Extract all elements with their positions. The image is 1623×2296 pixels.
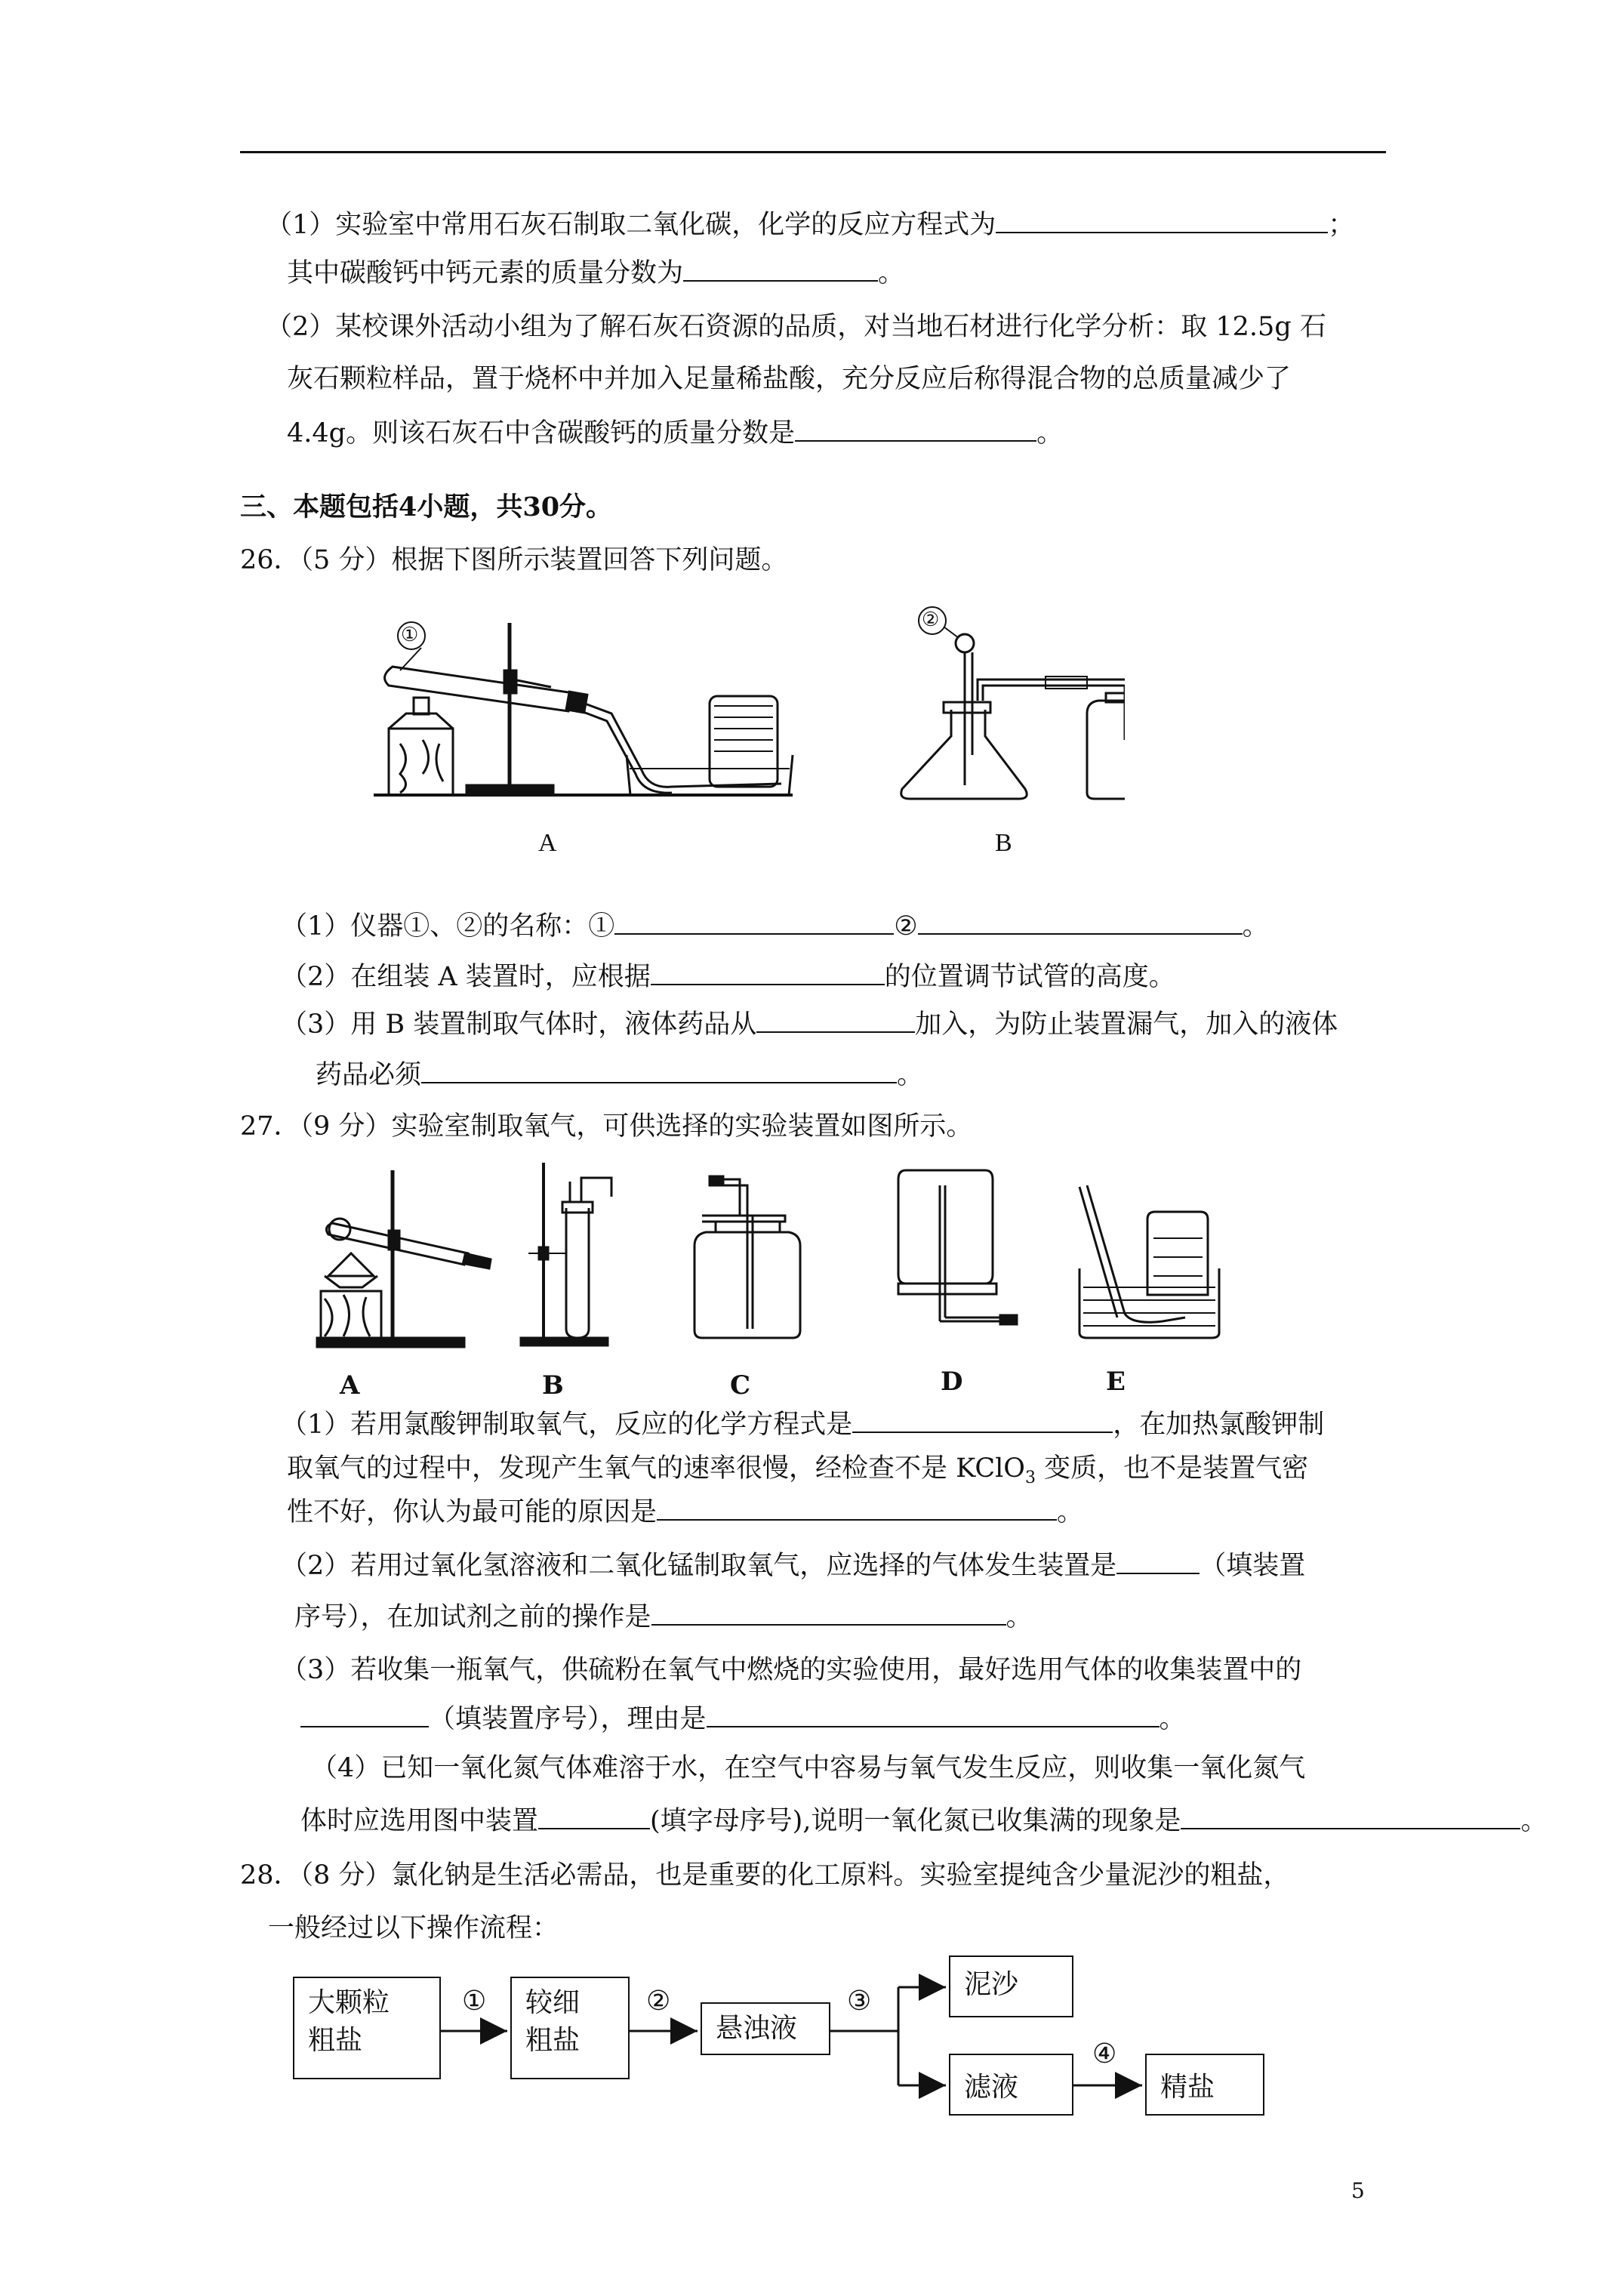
- figure-label-a: A: [538, 829, 557, 857]
- q27-part4-line1: （4）已知一氧化氮气体难溶于水，在空气中容易与氧气发生反应，则收集一氧化氮气: [311, 1753, 1306, 1783]
- q27-part2-line2: 序号），在加试剂之前的操作是 。: [294, 1602, 1033, 1632]
- marker-1: ①: [401, 624, 419, 646]
- q25-part2-line1: （2）某校课外活动小组为了解石灰石资源的品质，对当地石材进行化学分析：取 12.5g 石: [266, 312, 1326, 342]
- q27-part1-line1: （1）若用氯酸钾制取氧气，反应的化学方程式是 ，在加热氯酸钾制: [281, 1410, 1325, 1440]
- flow-box-filtrate: 滤液: [949, 2054, 1073, 2116]
- q28-stem-line2: 一般经过以下操作流程：: [268, 1913, 559, 1943]
- q26-part1: （1）仪器①、②的名称：① ② 。: [281, 911, 1269, 942]
- q26-part2: （2）在组装 A 装置时，应根据 的位置调节试管的高度。: [281, 962, 1175, 992]
- flow-step-4: ④: [1092, 2039, 1117, 2069]
- figure-label-a: A: [340, 1370, 360, 1401]
- q27-part3-line1: （3）若收集一瓶氧气，供硫粉在氧气中燃烧的实验使用，最好选用气体的收集装置中的: [281, 1655, 1302, 1685]
- q27-stem: 27．（9 分）实验室制取氧气，可供选择的实验装置如图所示。: [240, 1111, 973, 1142]
- page-number: 5: [1351, 2178, 1365, 2203]
- q25-part2-line2: 灰石颗粒样品，置于烧杯中并加入足量稀盐酸，充分反应后称得混合物的总质量减少了: [287, 364, 1292, 394]
- flow-step-3: ③: [847, 1986, 872, 2017]
- flow-box-coarse-salt: 大颗粒 粗盐: [293, 1977, 441, 2079]
- q25-part2-line3: 4.4g。则该石灰石中含碳酸钙的质量分数是 。: [287, 418, 1064, 448]
- q26-stem: 26．（5 分）根据下图所示装置回答下列问题。: [240, 545, 788, 575]
- q27-part2-line1: （2）若用过氧化氢溶液和二氧化锰制取氧气，应选择的气体发生装置是 （填装置: [281, 1551, 1306, 1581]
- flow-box-suspension: 悬浊液: [701, 2002, 830, 2055]
- q27-part1-line2: 取氧气的过程中，发现产生氧气的速率很慢，经检查不是 KClO$_3$ 变质，也不是装置气密: [287, 1453, 1309, 1487]
- flow-box-refined-salt: 精盐: [1145, 2054, 1264, 2116]
- q27-part4-line2: 体时应选用图中装置 (填字母序号),说明一氧化氮已收集满的现象是 。: [300, 1806, 1548, 1836]
- figure-label-c: C: [730, 1370, 751, 1401]
- q26-part3-line1: （3）用 B 装置制取气体时，液体药品从 加入，为防止装置漏气，加入的液体: [281, 1009, 1338, 1040]
- flow-step-2: ②: [646, 1986, 671, 2017]
- q25-part1-line1: （1）实验室中常用石灰石制取二氧化碳，化学的反应方程式为 ；: [266, 210, 1355, 240]
- flow-step-1: ①: [462, 1986, 487, 2017]
- marker-2: ②: [922, 609, 940, 631]
- q26-part3-line2: 药品必须 。: [316, 1060, 924, 1090]
- q28-stem-line1: 28．（8 分）氯化钠是生活必需品，也是重要的化工原料。实验室提纯含少量泥沙的粗盐，: [240, 1860, 1290, 1891]
- q25-part1-line2: 其中碳酸钙中钙元素的质量分数为 。: [287, 258, 905, 288]
- figure-label-e: E: [1106, 1367, 1126, 1397]
- figure-label-d: D: [941, 1367, 963, 1397]
- q27-part1-line3: 性不好，你认为最可能的原因是 。: [287, 1497, 1084, 1527]
- q27-part3-line2: （填装置序号），理由是 。: [300, 1703, 1186, 1736]
- figure-label-b: B: [542, 1370, 564, 1401]
- figure-label-b: B: [995, 829, 1012, 857]
- flow-box-fine-salt: 较细 粗盐: [510, 1977, 630, 2079]
- flow-box-sediment: 泥沙: [949, 1955, 1073, 2017]
- section-heading: 三、本题包括4小题，共30分。: [240, 492, 613, 522]
